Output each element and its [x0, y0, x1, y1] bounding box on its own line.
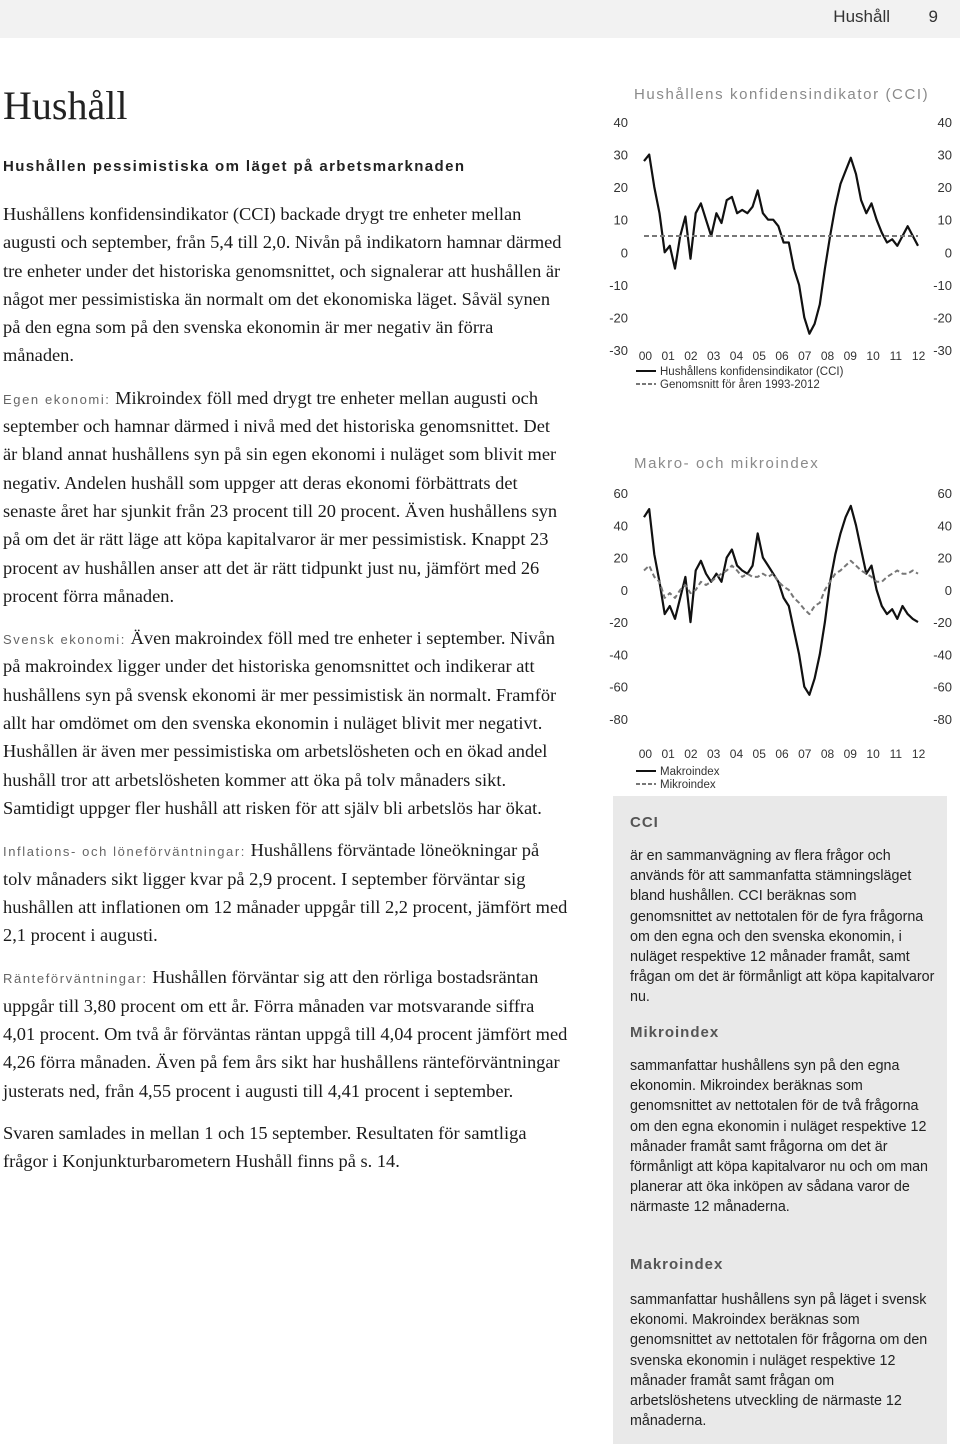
x-tick-label: 00	[638, 349, 653, 363]
x-tick-label: 04	[729, 747, 744, 761]
paragraph	[3, 624, 568, 822]
y-tick-label-right: -20	[933, 615, 952, 631]
y-tick-label-left: -40	[609, 647, 628, 663]
x-tick-label: 07	[798, 349, 812, 363]
box-text-cci: är en sammanvägning av flera frågor och används för att sammanfatta stämningsläget bland hushållen. CCI beräknas som genomsnittet av nettotalen för de fyra frågorna om den egna och den svenska ekonomin, i nuläget respektive 12 månader framåt, samt frågan om det är förmånligt att köpa kapitalvaror nu.	[630, 848, 935, 1006]
paragraph-lead: Inflations- och löneförväntningar:	[3, 844, 247, 860]
y-tick-label-right: 40	[937, 115, 952, 130]
y-tick-label-left: 40	[613, 115, 628, 130]
legend-label: Makroindex	[660, 766, 720, 778]
box-title-makro: Makroindex	[630, 1256, 724, 1273]
y-tick-label-right: -80	[933, 712, 952, 727]
y-tick-label-left: 20	[613, 180, 628, 196]
body-text	[3, 200, 568, 1190]
x-tick-label: 03	[707, 349, 721, 363]
paragraph	[3, 384, 568, 610]
x-tick-label: 10	[866, 349, 880, 363]
x-tick-label: 12	[911, 747, 926, 761]
y-tick-label-right: 10	[937, 212, 952, 228]
legend-label: Genomsnitt för åren 1993-2012	[660, 379, 820, 391]
x-tick-label: 10	[866, 747, 880, 761]
page-title: Hushåll	[3, 83, 128, 128]
y-tick-label-right: 60	[937, 486, 952, 501]
page-number: 9	[928, 7, 938, 26]
subheading: Hushållen pessimistiska om läget på arbetsmarknaden	[3, 158, 466, 175]
chart-cci-svg	[600, 80, 960, 400]
box-text-makro: sammanfattar hushållens syn på läget i svensk ekonomi. Makroindex beräknas som genomsnittet av nettotalen för frågorna om den svenska ekonomin i nuläget respektive 12 månader framåt samt frågan om arbetslöshetens utveckling de närmaste 12 månaderna.	[630, 1292, 928, 1430]
info-box	[613, 796, 947, 1444]
box-title-cci: CCI	[630, 814, 659, 831]
series-line-solid	[644, 155, 918, 334]
x-tick-label: 11	[889, 349, 903, 363]
paragraph-text: Mikroindex föll med drygt tre enheter mellan augusti och september och hamnar därmed i nivå med det historiska genomsnittet. Det är bland annat hushållens syn på sin egen ekonomi i nuläget som blivit mer negativ. Andelen hushåll som uppger att deras ekonomi förbättrats det senaste året har sjunkit från 23 procent till 20 procent. Även hushållens syn på om det är rätt läge att köpa kapitalvaror är mer pessimistisk. Knappt 23 procent av hushållen anser att det är rätt tidpunkt just nu, jämfört med 26 procent förra månaden.	[3, 387, 558, 606]
paragraph-lead: Ränteförväntningar:	[3, 971, 148, 987]
y-tick-label-right: 0	[944, 245, 952, 261]
chart-title: Makro- och mikroindex	[634, 455, 820, 472]
y-tick-label-left: 10	[613, 212, 628, 228]
x-tick-label: 06	[775, 747, 789, 761]
x-tick-label: 03	[707, 747, 721, 761]
chart-cci	[600, 80, 960, 400]
x-tick-label: 06	[775, 349, 789, 363]
paragraph-text: Svaren samlades in mellan 1 och 15 september. Resultaten för samtliga frågor i Konjunkturbarometern Hushåll finns på s. 14.	[3, 1122, 527, 1172]
y-tick-label-left: 40	[613, 518, 628, 534]
y-tick-label-right: 20	[937, 180, 952, 196]
y-tick-label-right: -30	[933, 343, 952, 358]
y-tick-label-left: -60	[609, 679, 628, 695]
y-tick-label-left: 20	[613, 550, 628, 566]
y-tick-label-right: 30	[937, 147, 952, 163]
y-tick-label-left: -80	[609, 712, 628, 727]
chart-makro-mikro-svg	[600, 450, 960, 791]
x-tick-label: 08	[820, 349, 835, 363]
paragraph-text: Hushållen förväntar sig att den rörliga bostadsräntan uppgår till 3,80 procent om ett år. Förra månaden var motsvarande siffra 4,01 procent. Om två år förväntas räntan uppgå till 4,04 procent jämfört med 4,26 förra månaden. Även på fem års sikt har hushållens ränteförväntningar justerats ned, från 4,55 procent i augusti till 4,41 procent i september.	[3, 967, 568, 1101]
page-header	[0, 0, 960, 38]
paragraph	[3, 836, 568, 949]
y-tick-label-right: -20	[933, 310, 952, 326]
paragraph	[3, 1119, 568, 1176]
y-tick-label-right: -10	[933, 277, 952, 293]
y-tick-label-right: -60	[933, 679, 952, 695]
box-text-mikro: sammanfattar hushållens syn på den egna ekonomin. Mikroindex beräknas som genomsnittet av nettotalen för de två frågorna om den egna ekonomin i nuläget respektive 12 månader framåt samt frågorna om det är förmånligt att köpa kapitalvaror nu och om man planerar att öka inköpen av sådana varor de närmaste 12 månaderna.	[630, 1058, 929, 1216]
chart-title: Hushållens konfidensindikator (CCI)	[634, 86, 930, 103]
x-tick-label: 12	[911, 349, 926, 363]
y-tick-label-right: 20	[937, 550, 952, 566]
y-tick-label-left: -30	[609, 343, 628, 358]
box-title-mikro: Mikroindex	[630, 1024, 720, 1041]
legend-label: Mikroindex	[660, 779, 716, 791]
x-tick-label: 00	[638, 747, 653, 761]
x-tick-label: 08	[820, 747, 835, 761]
paragraph-text: Även makroindex föll med tre enheter i september. Nivån på makroindex ligger under det historiska genomsnittet och indikerar att hushållens syn på svensk ekonomi är mer pessimistisk än normalt. Framför allt har omdömet om den svenska ekonomin i nuläget blivit mer negativt. Hushållen är även mer pessimistiska om arbetslösheten och en ökad andel hushåll tror att arbetslösheten kommer att öka på tolv månaders sikt. Samtidigt uppger fler hushåll att risken för att själv bli arbetslös har ökat.	[3, 628, 557, 818]
y-tick-label-left: -20	[609, 615, 628, 631]
paragraph-text: Hushållens konfidensindikator (CCI) backade drygt tre enheter mellan augusti och september, från 5,4 till 2,0. Nivån på indikatorn hamnar därmed tre enheter under det historiska genomsnittet, och signalerar att hushållen är något mer pessimistiska än normalt om det ekonomiska läget. Såväl synen på den egna som på den svenska ekonomin är mer negativ än förra månaden.	[3, 204, 562, 366]
x-tick-label: 01	[661, 349, 675, 363]
header-section: Hushåll	[833, 7, 890, 26]
paragraph	[3, 200, 568, 370]
y-tick-label-left: 30	[613, 147, 628, 163]
y-tick-label-right: -40	[933, 647, 952, 663]
series-line-solid	[644, 506, 918, 695]
y-tick-label-right: 40	[937, 518, 952, 534]
x-tick-label: 09	[843, 349, 857, 363]
paragraph-lead: Egen ekonomi:	[3, 391, 111, 407]
paragraph	[3, 963, 568, 1104]
legend-label: Hushållens konfidensindikator (CCI)	[660, 366, 844, 378]
x-tick-label: 11	[889, 747, 903, 761]
paragraph-text: Hushållens förväntade löneökningar på tolv månaders sikt ligger kvar på 2,9 procent. I september förväntar sig hushållen att inflationen om 12 månader uppgår till 2,2 procent, jämfört med 2,1 procent i augusti.	[3, 840, 568, 946]
x-tick-label: 07	[798, 747, 812, 761]
x-tick-label: 01	[661, 747, 675, 761]
y-tick-label-left: -10	[609, 277, 628, 293]
y-tick-label-right: 0	[944, 582, 952, 598]
y-tick-label-left: 60	[613, 486, 628, 501]
chart-makro-mikro	[600, 450, 960, 791]
y-tick-label-left: 0	[620, 582, 628, 598]
x-tick-label: 02	[684, 349, 698, 363]
paragraph-lead: Svensk ekonomi:	[3, 632, 126, 648]
x-tick-label: 04	[729, 349, 744, 363]
y-tick-label-left: 0	[620, 245, 628, 261]
x-tick-label: 02	[684, 747, 698, 761]
y-tick-label-left: -20	[609, 310, 628, 326]
x-tick-label: 05	[752, 349, 766, 363]
x-tick-label: 05	[752, 747, 766, 761]
x-tick-label: 09	[843, 747, 857, 761]
